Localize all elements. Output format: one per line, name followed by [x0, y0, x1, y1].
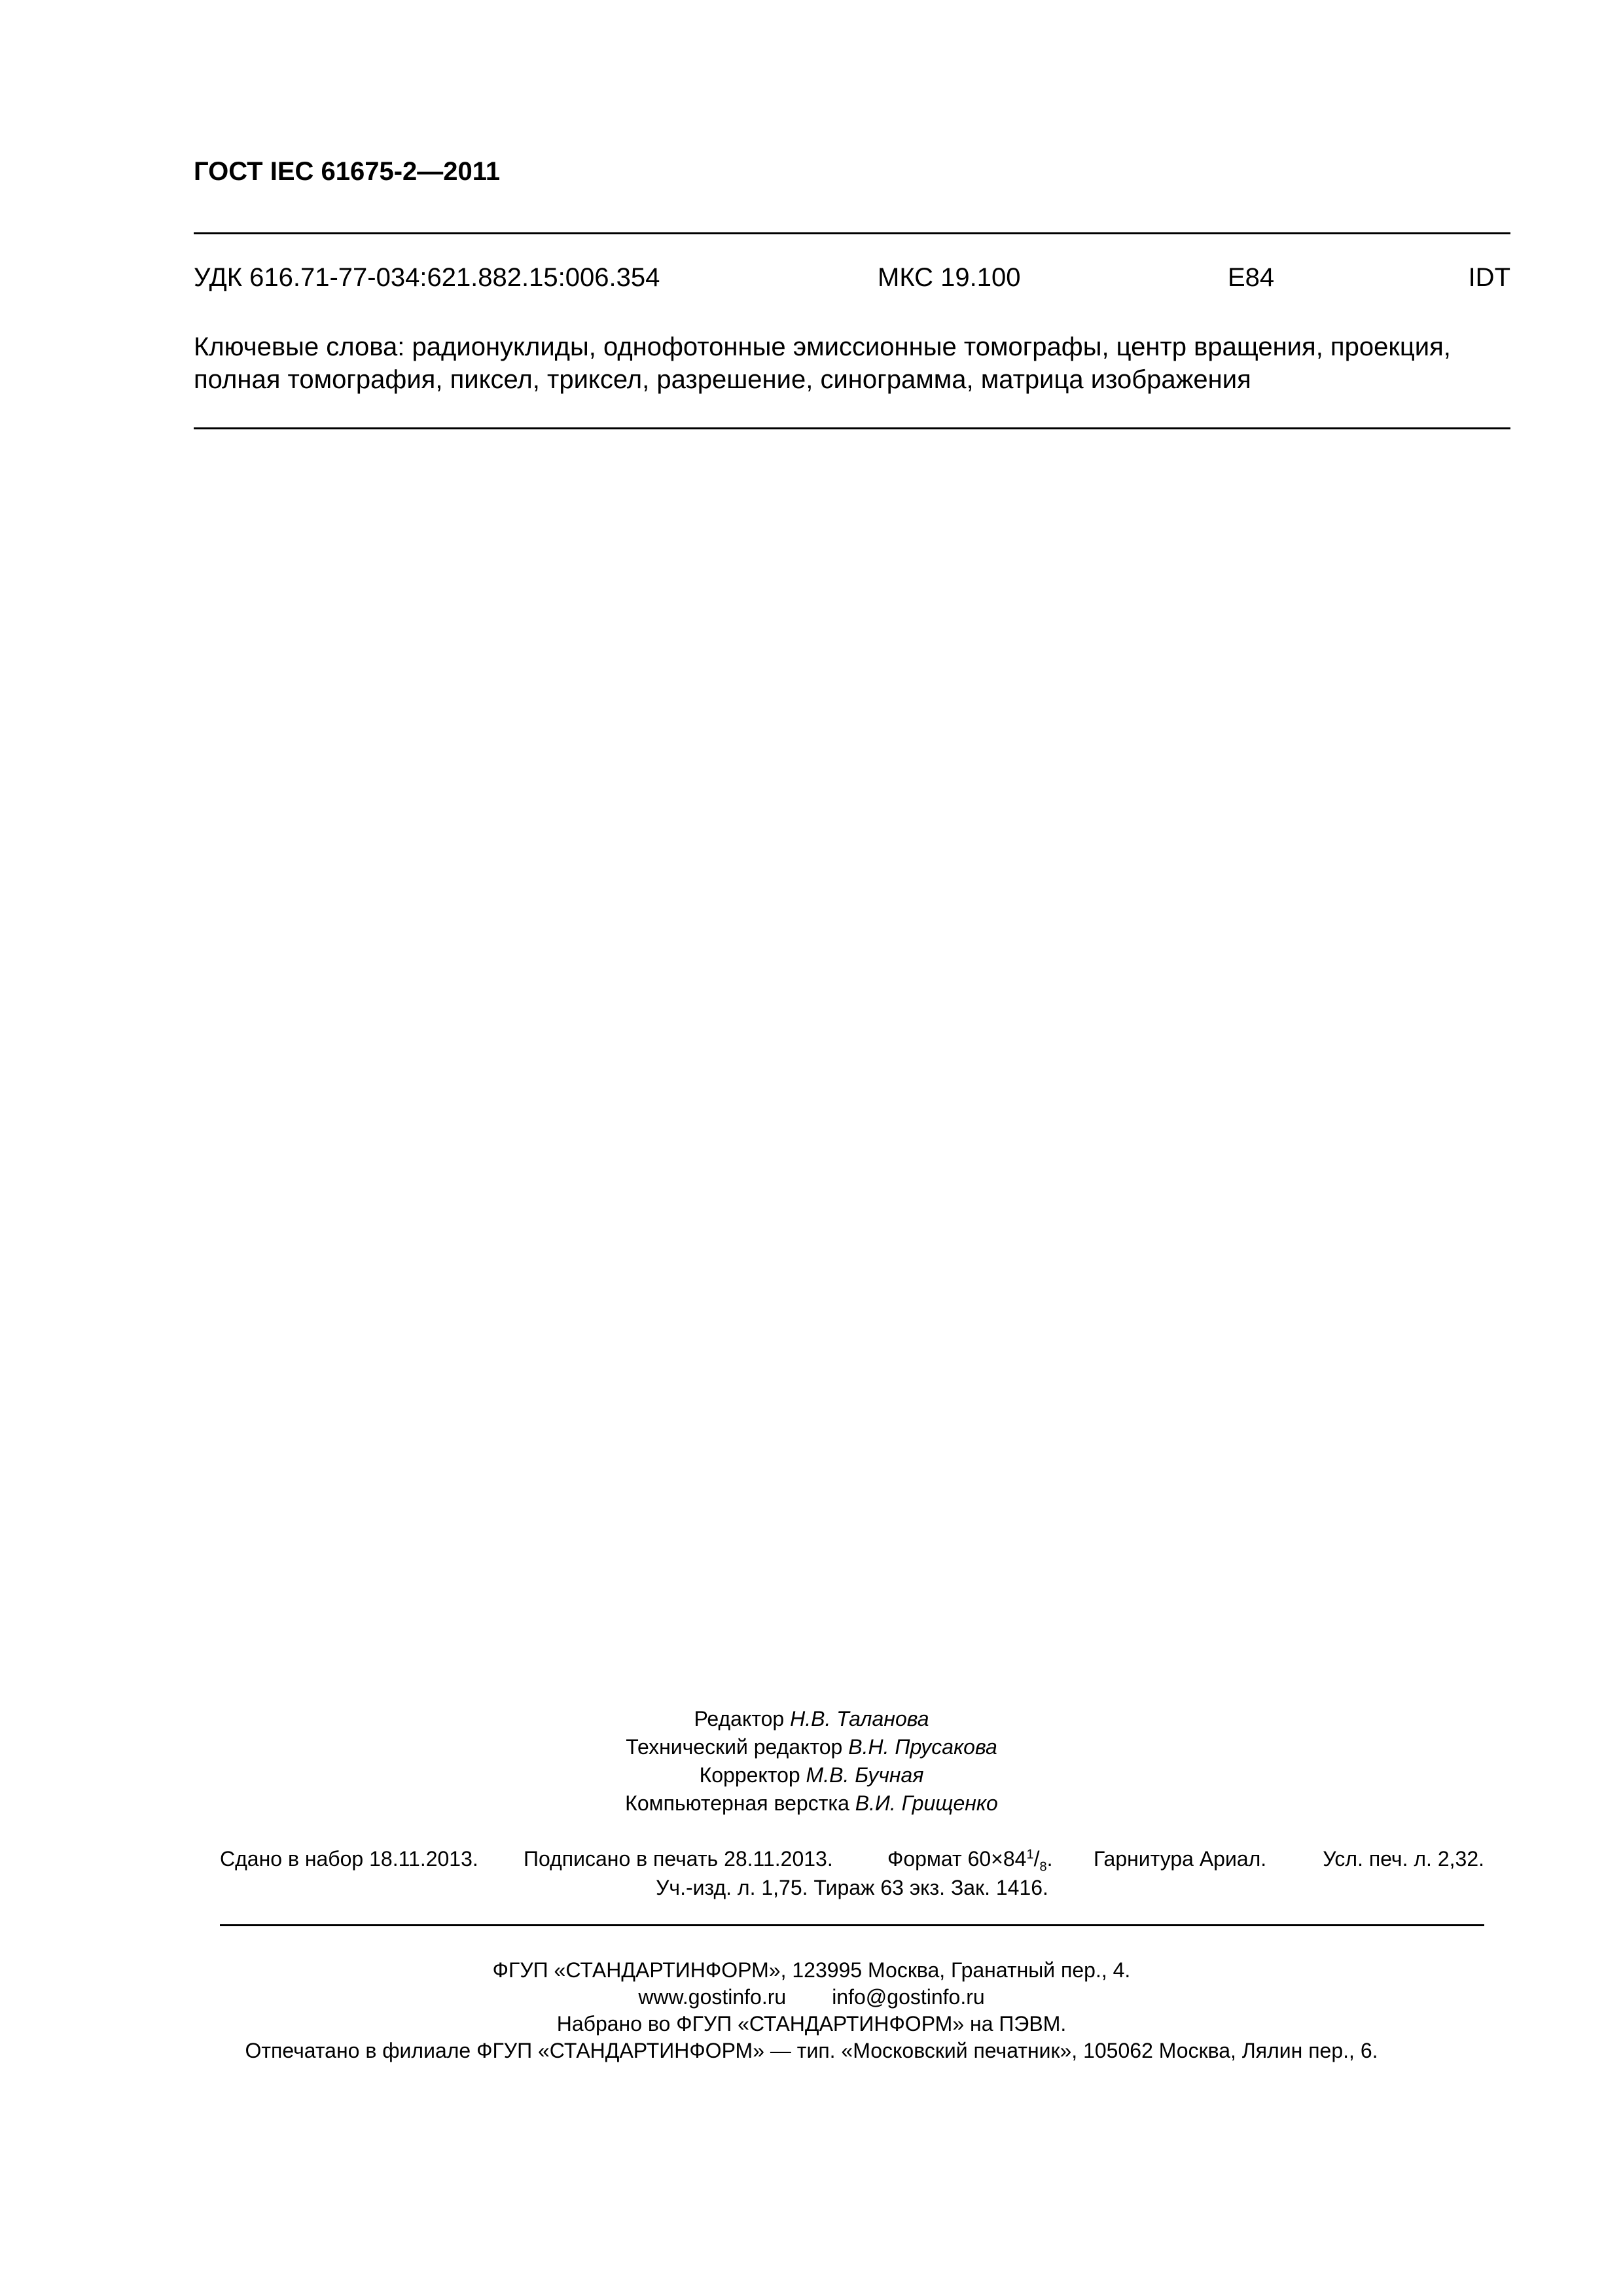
- top-divider: [194, 232, 1510, 234]
- keywords-paragraph: Ключевые слова: радионуклиды, однофотонные эмиссионные томографы, центр вращения, проекция, полная томография, пиксел, триксел, разрешение, синограмма, матрица изображения: [194, 332, 1451, 394]
- credit-label: Корректор: [699, 1763, 800, 1787]
- credit-name: В.И. Грищенко: [855, 1791, 998, 1815]
- print-sheets: Усл. печ. л. 2,32.: [1323, 1847, 1484, 1871]
- credits-block: [0, 1705, 1623, 1818]
- ok-code: Е84: [1228, 263, 1275, 292]
- publisher-address: ФГУП «СТАНДАРТИНФОРМ», 123995 Москва, Гранатный пер., 4.: [492, 1958, 1131, 1982]
- typeface: Гарнитура Ариал.: [1094, 1847, 1267, 1871]
- publisher-email: info@gostinfo.ru: [832, 1985, 985, 2009]
- imprint-line-2: Уч.-изд. л. 1,75. Тираж 63 экз. Зак. 1416.: [656, 1876, 1048, 1899]
- publisher-website: www.gostinfo.ru: [638, 1985, 787, 2009]
- credit-label: Технический редактор: [626, 1735, 843, 1759]
- standard-number-header: ГОСТ IEC 61675-2—2011: [194, 157, 501, 186]
- publisher-contacts: [0, 1984, 1623, 2011]
- classification-row: [194, 263, 1510, 300]
- credit-layout: [0, 1789, 1623, 1818]
- printed-note: Отпечатано в филиале ФГУП «СТАНДАРТИНФОРМ» — тип. «Московский печатник», 105062 Москва, Лялин пер., 6.: [245, 2039, 1378, 2062]
- credit-name: Н.В. Таланова: [790, 1707, 929, 1731]
- keywords-divider: [194, 427, 1510, 429]
- paper-format: Формат $60\times 84^1/_8$.: [887, 1847, 1053, 1874]
- typeset-note: Набрано во ФГУП «СТАНДАРТИНФОРМ» на ПЭВМ.: [556, 2012, 1067, 2036]
- mks-code: МКС 19.100: [878, 263, 1021, 292]
- imprint-line-1: [220, 1847, 1484, 1876]
- imprint-divider: [220, 1924, 1484, 1926]
- udk-code: УДК 616.71-77-034:621.882.15:006.354: [194, 263, 660, 292]
- publisher-block: [0, 1957, 1623, 2064]
- credit-tech-editor: [0, 1733, 1623, 1761]
- identity-code: IDT: [1468, 263, 1510, 292]
- credit-editor: [0, 1705, 1623, 1733]
- credit-name: М.В. Бучная: [806, 1763, 924, 1787]
- signed-date: Подписано в печать 28.11.2013.: [524, 1847, 833, 1871]
- credit-corrector: [0, 1761, 1623, 1789]
- submitted-date: Сдано в набор 18.11.2013.: [220, 1847, 478, 1871]
- credit-label: Редактор: [694, 1707, 785, 1731]
- credit-name: В.Н. Прусакова: [848, 1735, 997, 1759]
- credit-label: Компьютерная верстка: [625, 1791, 849, 1815]
